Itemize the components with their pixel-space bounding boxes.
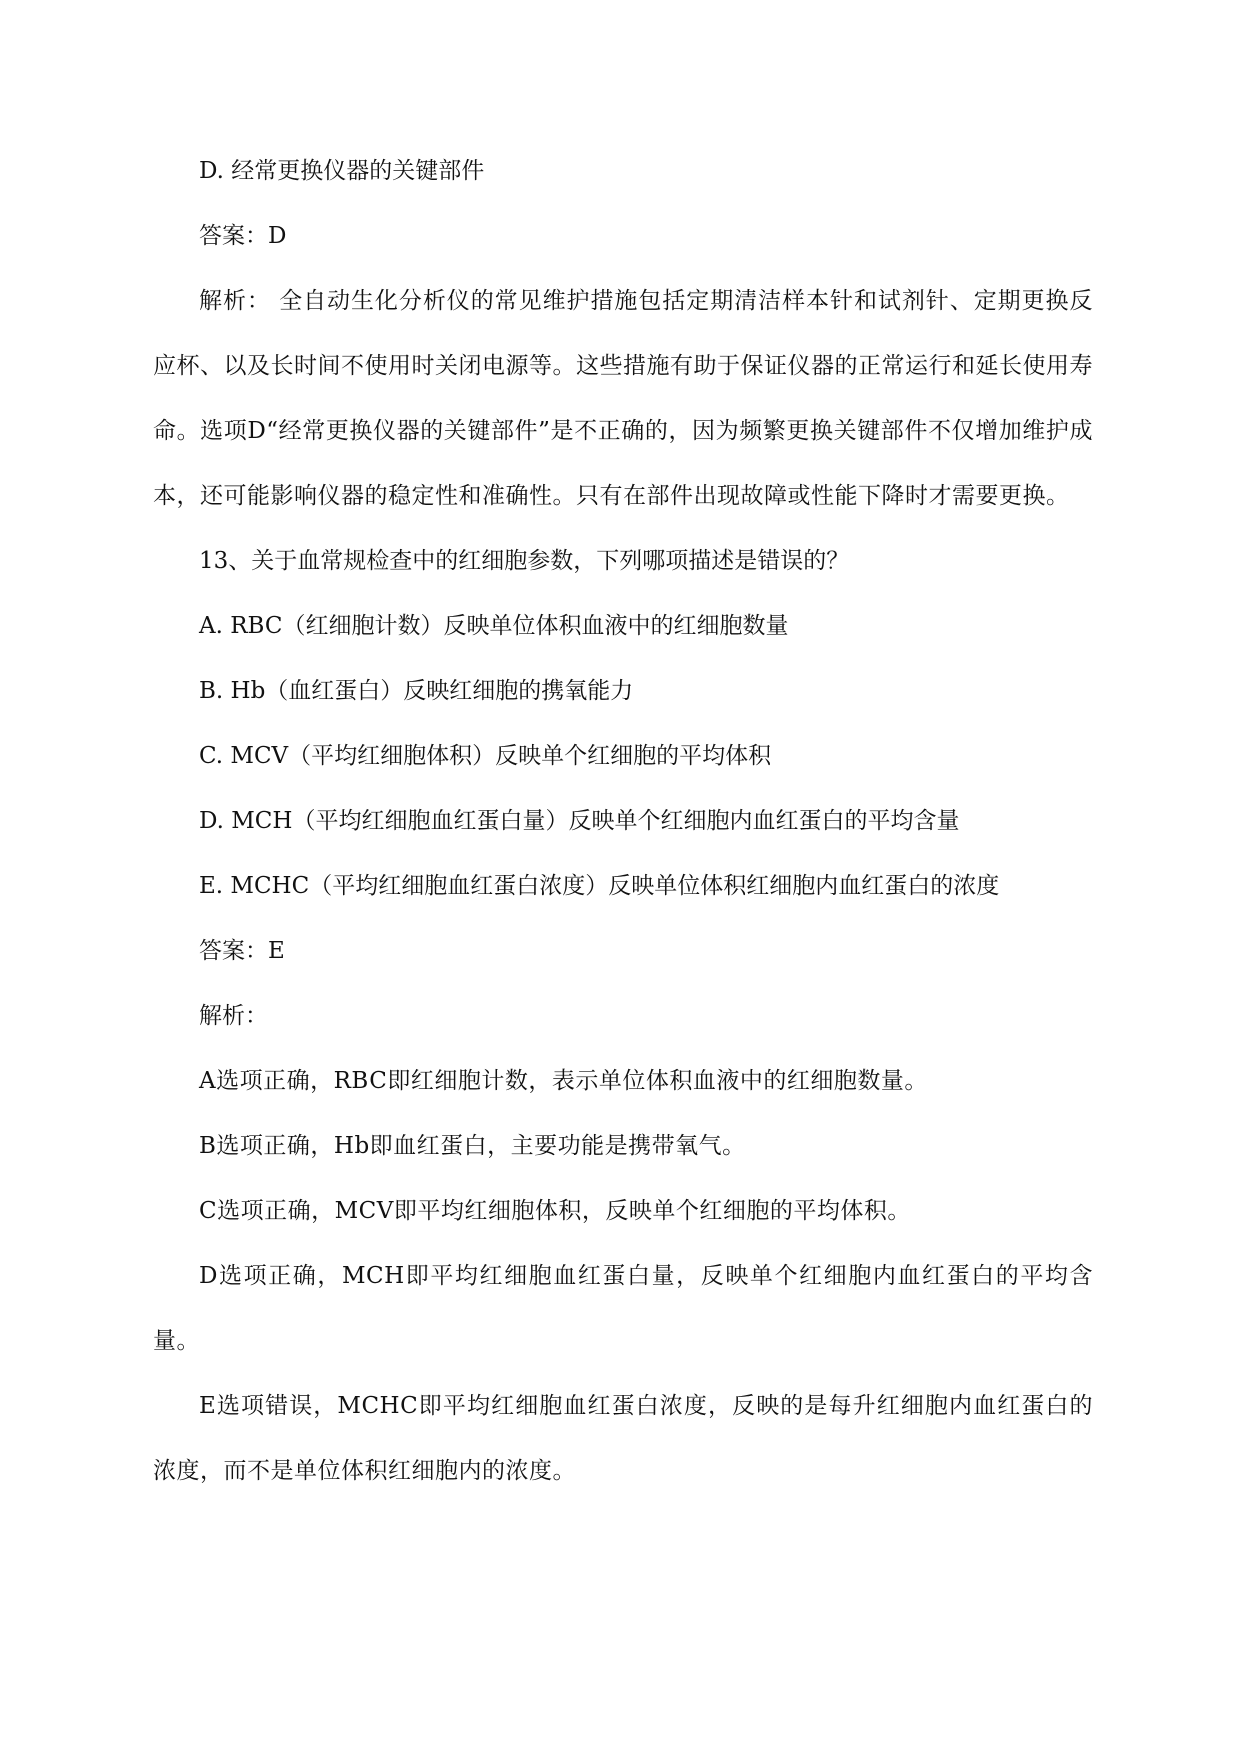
q13-option-e: E. MCHC（平均红细胞血红蛋白浓度）反映单位体积红细胞内血红蛋白的浓度 xyxy=(199,873,1000,899)
q13-question: 13、关于血常规检查中的红细胞参数，下列哪项描述是错误的？ xyxy=(199,548,850,574)
q12-option-d: D. 经常更换仪器的关键部件 xyxy=(199,158,485,184)
q13-explanation-b: B选项正确，Hb即血红蛋白，主要功能是携带氧气。 xyxy=(199,1133,746,1159)
q13-analysis-label: 解析： xyxy=(199,1003,268,1029)
q13-option-d: D. MCH（平均红细胞血红蛋白量）反映单个红细胞内血红蛋白的平均含量 xyxy=(199,808,960,834)
q12-answer: 答案：D xyxy=(199,223,287,249)
q13-option-b: B. Hb（血红蛋白）反映红细胞的携氧能力 xyxy=(199,678,634,704)
q13-answer: 答案：E xyxy=(199,938,285,964)
q12-analysis: 解析： 全自动生化分析仪的常见维护措施包括定期清洁样本针和试剂针、定期更换反应杯、以及长时间不使用时关闭电源等。这些措施有助于保证仪器的正常运行和延长使用寿命。选项D“经常更换仪器的关键部件”是不正确的，因为频繁更换关键部件不仅增加维护成本，还可能影响仪器的稳定性和准确性。只有在部件出现故障或性能下降时才需要更换。 xyxy=(153,288,1093,509)
q13-explanation-c: C选项正确，MCV即平均红细胞体积，反映单个红细胞的平均体积。 xyxy=(199,1198,911,1224)
q13-explanation-d: D选项正确，MCH即平均红细胞血红蛋白量，反映单个红细胞内血红蛋白的平均含量。 xyxy=(153,1263,1093,1354)
q13-option-a: A. RBC（红细胞计数）反映单位体积血液中的红细胞数量 xyxy=(199,613,789,639)
q13-option-c: C. MCV（平均红细胞体积）反映单个红细胞的平均体积 xyxy=(199,743,772,769)
q13-explanation-e: E选项错误，MCHC即平均红细胞血红蛋白浓度，反映的是每升红细胞内血红蛋白的浓度，而不是单位体积红细胞内的浓度。 xyxy=(153,1393,1093,1484)
document-body xyxy=(153,139,1093,1504)
q13-explanation-a: A选项正确，RBC即红细胞计数，表示单位体积血液中的红细胞数量。 xyxy=(199,1068,928,1094)
